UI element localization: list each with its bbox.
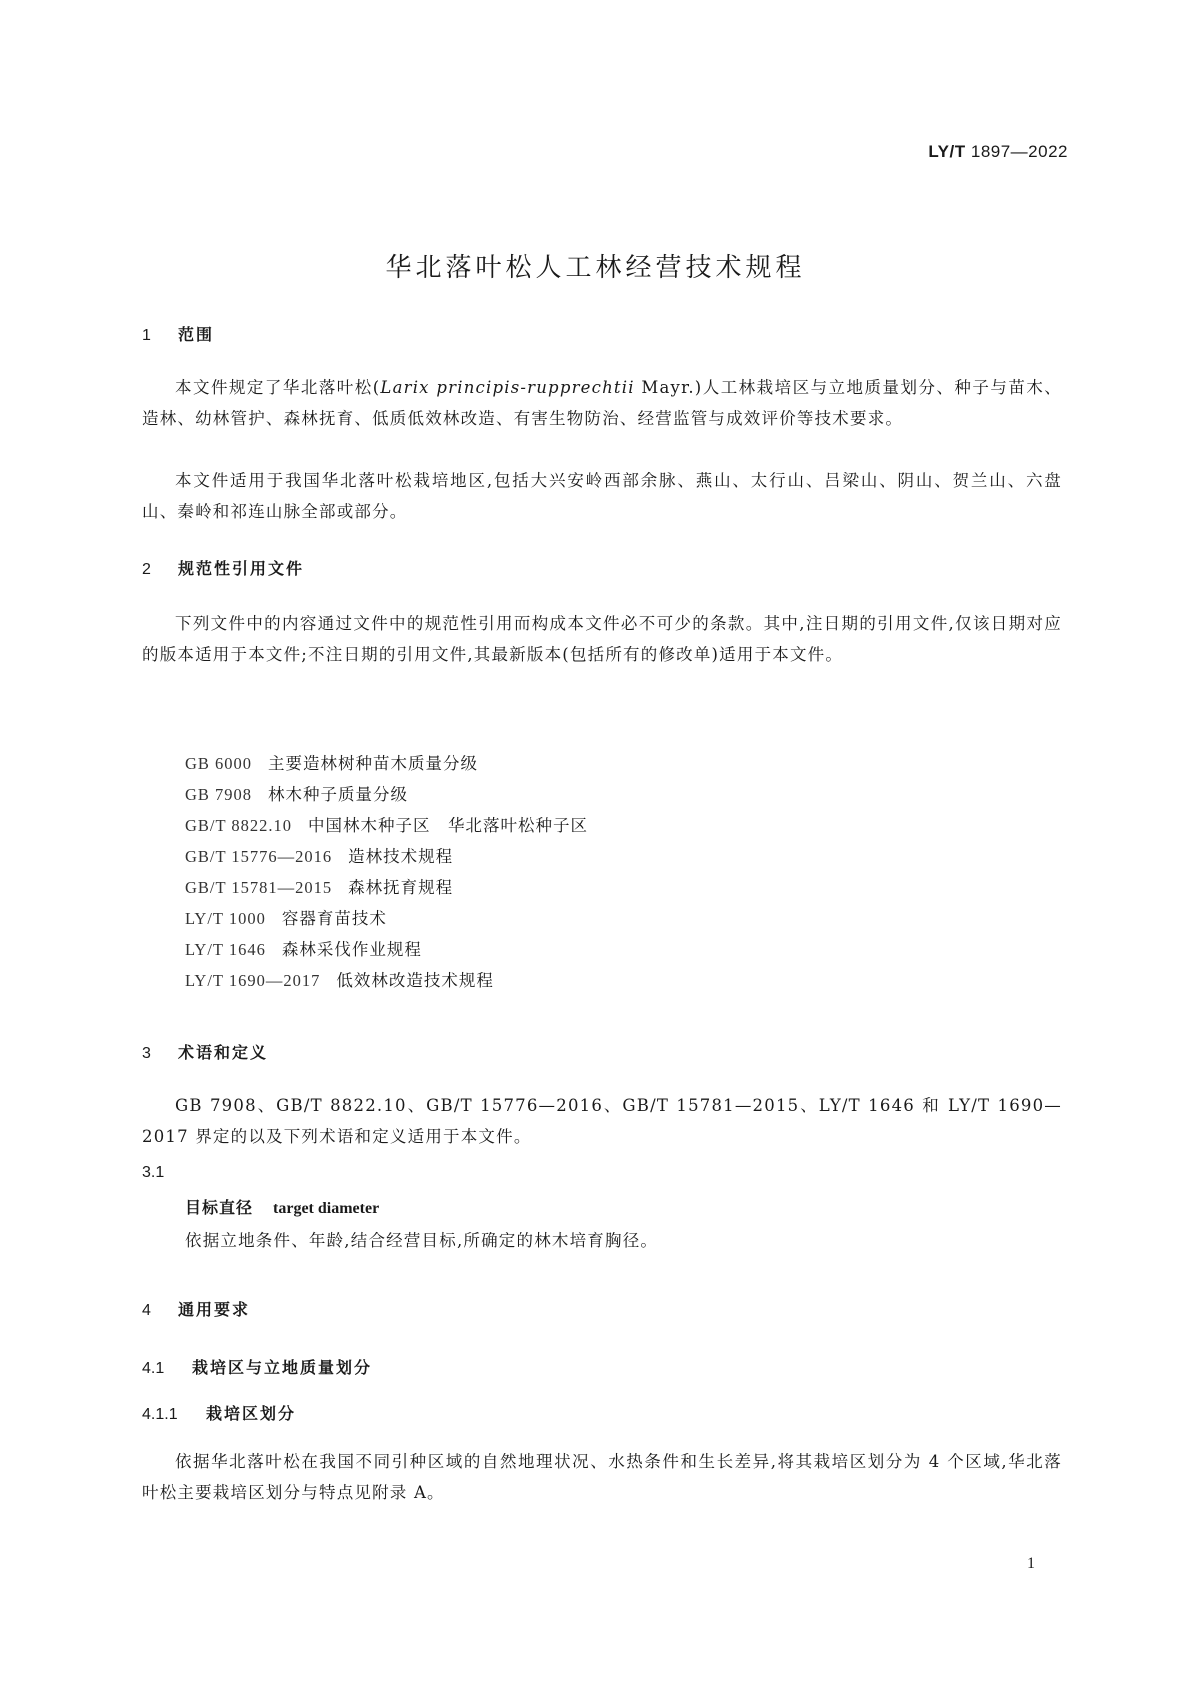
term-english: target diameter bbox=[273, 1200, 380, 1217]
latin-species-name: Larix principis-rupprechtii bbox=[380, 378, 635, 397]
reference-code: GB/T 15776—2016 bbox=[185, 847, 333, 866]
reference-item bbox=[185, 965, 588, 996]
reference-title: 主要造林树种苗木质量分级 bbox=[268, 754, 479, 773]
subsection-4-1-number: 4.1 bbox=[142, 1360, 165, 1377]
reference-title: 低效林改造技术规程 bbox=[336, 971, 494, 990]
section-1-number: 1 bbox=[142, 327, 151, 344]
reference-title: 林木种子质量分级 bbox=[268, 785, 409, 804]
standard-code bbox=[928, 142, 1068, 162]
section-1-title: 范围 bbox=[178, 325, 215, 344]
normative-references-list bbox=[185, 748, 588, 996]
standard-code-number: 1897—2022 bbox=[970, 142, 1068, 161]
term-number: 3.1 bbox=[142, 1164, 165, 1181]
section-4-title: 通用要求 bbox=[178, 1300, 251, 1319]
reference-item bbox=[185, 748, 588, 779]
section-2-number: 2 bbox=[142, 561, 151, 578]
section-1-para1-text-b: Mayr.)人工林栽培区与立地质量划分、种子与苗木、造林、幼林管护、森林抚育、低质低效林改造、有害生物防治、经营监管与成效评价等技术要求。 bbox=[142, 378, 1062, 428]
term-definition: 依据立地条件、年龄,结合经营目标,所确定的林木培育胸径。 bbox=[185, 1231, 659, 1250]
reference-item bbox=[185, 779, 588, 810]
reference-item bbox=[185, 841, 588, 872]
page-number: 1 bbox=[1027, 1555, 1035, 1572]
term-chinese: 目标直径 bbox=[185, 1198, 254, 1217]
section-3-number: 3 bbox=[142, 1045, 151, 1062]
reference-title: 造林技术规程 bbox=[348, 847, 454, 866]
reference-code: LY/T 1690—2017 bbox=[185, 971, 321, 990]
section-2-title: 规范性引用文件 bbox=[178, 559, 305, 578]
standard-code-prefix: LY/T bbox=[928, 142, 966, 161]
reference-code: GB/T 15781—2015 bbox=[185, 878, 333, 897]
subsection-4-1-1-number: 4.1.1 bbox=[142, 1406, 178, 1423]
reference-code: GB/T 8822.10 bbox=[185, 816, 293, 835]
subsection-4-1-title: 栽培区与立地质量划分 bbox=[192, 1358, 373, 1377]
subsection-4-1-heading bbox=[142, 1355, 372, 1378]
reference-code: LY/T 1646 bbox=[185, 940, 266, 959]
reference-item bbox=[185, 934, 588, 965]
section-1-heading bbox=[142, 322, 214, 345]
reference-item bbox=[185, 872, 588, 903]
section-3-heading bbox=[142, 1040, 268, 1063]
section-4-heading bbox=[142, 1297, 250, 1320]
reference-code: GB 6000 bbox=[185, 754, 253, 773]
reference-title: 容器育苗技术 bbox=[281, 909, 387, 928]
subsection-4-1-1-paragraph: 依据华北落叶松在我国不同引种区域的自然地理状况、水热条件和生长差异,将其栽培区划分为 4 个区域,华北落叶松主要栽培区划分与特点见附录 A。 bbox=[142, 1452, 1062, 1502]
section-1-paragraph-1 bbox=[142, 372, 1062, 434]
reference-item bbox=[185, 903, 588, 934]
section-4-number: 4 bbox=[142, 1302, 151, 1319]
reference-title: 森林抚育规程 bbox=[348, 878, 454, 897]
section-1-paragraph-2: 本文件适用于我国华北落叶松栽培地区,包括大兴安岭西部余脉、燕山、太行山、吕梁山、阴山、贺兰山、六盘山、秦岭和祁连山脉全部或部分。 bbox=[142, 471, 1062, 521]
document-title: 华北落叶松人工林经营技术规程 bbox=[385, 253, 806, 283]
term-heading bbox=[185, 1195, 379, 1218]
section-3-intro: GB 7908、GB/T 8822.10、GB/T 15776—2016、GB/T 15781—2015、LY/T 1646 和 LY/T 1690—2017 界定的以及下列术语和定义适用于本文件。 bbox=[142, 1096, 1062, 1146]
section-2-heading bbox=[142, 556, 304, 579]
reference-code: LY/T 1000 bbox=[185, 909, 266, 928]
reference-item bbox=[185, 810, 588, 841]
subsection-4-1-1-heading bbox=[142, 1401, 296, 1424]
section-2-intro: 下列文件中的内容通过文件中的规范性引用而构成本文件必不可少的条款。其中,注日期的引用文件,仅该日期对应的版本适用于本文件;不注日期的引用文件,其最新版本(包括所有的修改单)适用于本文件。 bbox=[142, 614, 1062, 664]
subsection-4-1-1-title: 栽培区划分 bbox=[206, 1404, 297, 1423]
reference-title: 森林采伐作业规程 bbox=[281, 940, 422, 959]
reference-code: GB 7908 bbox=[185, 785, 253, 804]
section-3-title: 术语和定义 bbox=[178, 1043, 269, 1062]
reference-title: 中国林木种子区 华北落叶松种子区 bbox=[308, 816, 589, 835]
section-1-para1-text-a: 本文件规定了华北落叶松( bbox=[175, 378, 381, 397]
